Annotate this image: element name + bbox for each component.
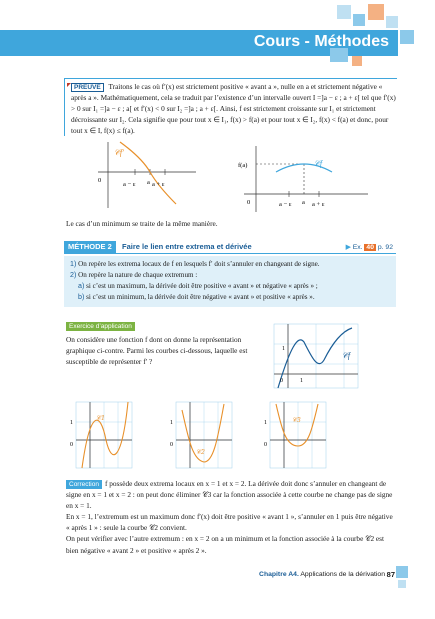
svg-text:a: a	[302, 199, 305, 206]
svg-text:a + ε: a + ε	[312, 201, 325, 208]
header-decoration	[386, 16, 398, 28]
svg-text:𝒞1: 𝒞1	[96, 414, 105, 422]
graph-c2	[166, 400, 234, 472]
svg-text:0: 0	[264, 442, 267, 448]
exercise-tag: Exercice d’application	[66, 322, 135, 331]
footer-decoration	[398, 580, 406, 588]
correction-text: On peut vérifier avec l’autre extremum : en x = 2 on a un minimum et la fonction associée à la courbe 𝒞2 est bien négative « avant 2 » et positive « après 2 ».	[66, 534, 385, 555]
svg-text:a − ε: a − ε	[279, 201, 292, 208]
method-step: 2) On repère la nature de chaque extremum :	[70, 271, 198, 279]
curve-fprime	[120, 142, 176, 204]
header-decoration	[337, 5, 351, 19]
exercise-block	[66, 315, 262, 367]
method-title: Faire le lien entre extrema et dérivée	[122, 242, 252, 251]
method-steps	[64, 256, 396, 307]
proof-note: Le cas d’un minimum se traite de la même manière.	[66, 219, 218, 228]
svg-text:𝒞3: 𝒞3	[292, 416, 301, 424]
correction-block	[66, 478, 396, 556]
curve-label: 𝒞f	[342, 351, 351, 360]
svg-text:f(a): f(a)	[238, 162, 248, 169]
svg-text:1: 1	[70, 420, 73, 426]
graph-c1	[66, 400, 134, 472]
correction-text: En x = 1, l’extremum est un maximum donc f′(x) doit être positive « avant 1 », s’annuler en 1 puis être négative « après 1 » : seule la courbe 𝒞2 convient.	[66, 512, 393, 533]
page-number: 87	[386, 570, 395, 579]
svg-text:0: 0	[170, 442, 173, 448]
graph-derivative	[90, 138, 200, 210]
header-decoration	[352, 56, 362, 66]
svg-text:1: 1	[170, 420, 173, 426]
header-decoration	[368, 4, 384, 20]
method-substep: a) si c’est un maximum, la dérivée doit être positive « avant » et négative « après » ;	[78, 282, 318, 290]
page-title: Cours - Méthodes	[253, 33, 389, 50]
graph-function	[232, 142, 372, 214]
graph-c3	[260, 400, 328, 472]
method-tag: MÉTHODE 2	[64, 241, 116, 253]
svg-text:a + ε: a + ε	[152, 181, 165, 188]
proof-block	[64, 78, 397, 136]
svg-text:𝒞2: 𝒞2	[196, 448, 205, 456]
proof-text: PREUVE Traitons le cas où f′(x) est strictement positive « avant a », nulle en a et strictement négative « après a ». Mathématiquement, cela se traduit par l’existence d’un intervalle ouvert I =]a − ε ; a + ε[ tel que f′(x) > 0 sur I₁ =]a − ε ; a[ et f′(x) < 0 sur I₂ =]a ; a + ε[. Ainsi, f est strictement croissante sur I₁ et strictement décroissante sur I₂. Cela signifie que pour tout x ∈ I₁, f(x) > f(a) et pour tout x ∈ I₂, f(x) < f(a) et donc, pour tout x ∈ I, f(x) ≤ f(a).	[71, 82, 396, 136]
svg-text:0: 0	[98, 177, 102, 184]
arrow-right-icon: ▶	[345, 244, 351, 251]
correction-tag: Correction	[66, 480, 102, 489]
svg-text:0: 0	[247, 199, 251, 206]
svg-text:a − ε: a − ε	[123, 181, 136, 188]
exercise-text: On considère une fonction f dont on donne la représentation graphique ci-contre. Parmi les courbes ci-dessous, laquelle est susceptible de représenter f′ ?	[66, 335, 248, 367]
footer-chapter: Chapitre A4. Applications de la dérivation	[259, 571, 385, 578]
svg-text:1: 1	[282, 346, 285, 352]
proof-label: PREUVE	[71, 83, 104, 92]
curve-label: 𝒞f′	[114, 148, 124, 157]
curve-label: 𝒞f	[314, 159, 323, 168]
svg-text:1: 1	[300, 378, 303, 384]
header-decoration	[353, 14, 365, 26]
header-decoration	[400, 30, 414, 44]
svg-text:0: 0	[70, 442, 73, 448]
method-substep: b) si c’est un minimum, la dérivée doit être négative « avant » et positive « après ».	[78, 293, 315, 301]
correction-text: Correction f possède deux extrema locaux en x = 1 et x = 2. La dérivée doit donc s’annuler en changeant de signe en x = 1 et x = 2 : on peut donc éliminer 𝒞3 car la fonction associée à cette courbe ne change pas de signe en x = 1.	[66, 479, 393, 511]
method-step: 1) On repère les extrema locaux de f en lesquels f′ doit s’annuler en changeant de signe.	[70, 260, 320, 268]
graph-main-function	[268, 322, 360, 392]
svg-text:0: 0	[280, 378, 283, 384]
svg-text:a: a	[147, 179, 150, 186]
exercise-reference[interactable]: ▶ Ex. 40 p. 92	[345, 244, 393, 251]
footer-decoration	[396, 566, 408, 578]
svg-text:1: 1	[264, 420, 267, 426]
